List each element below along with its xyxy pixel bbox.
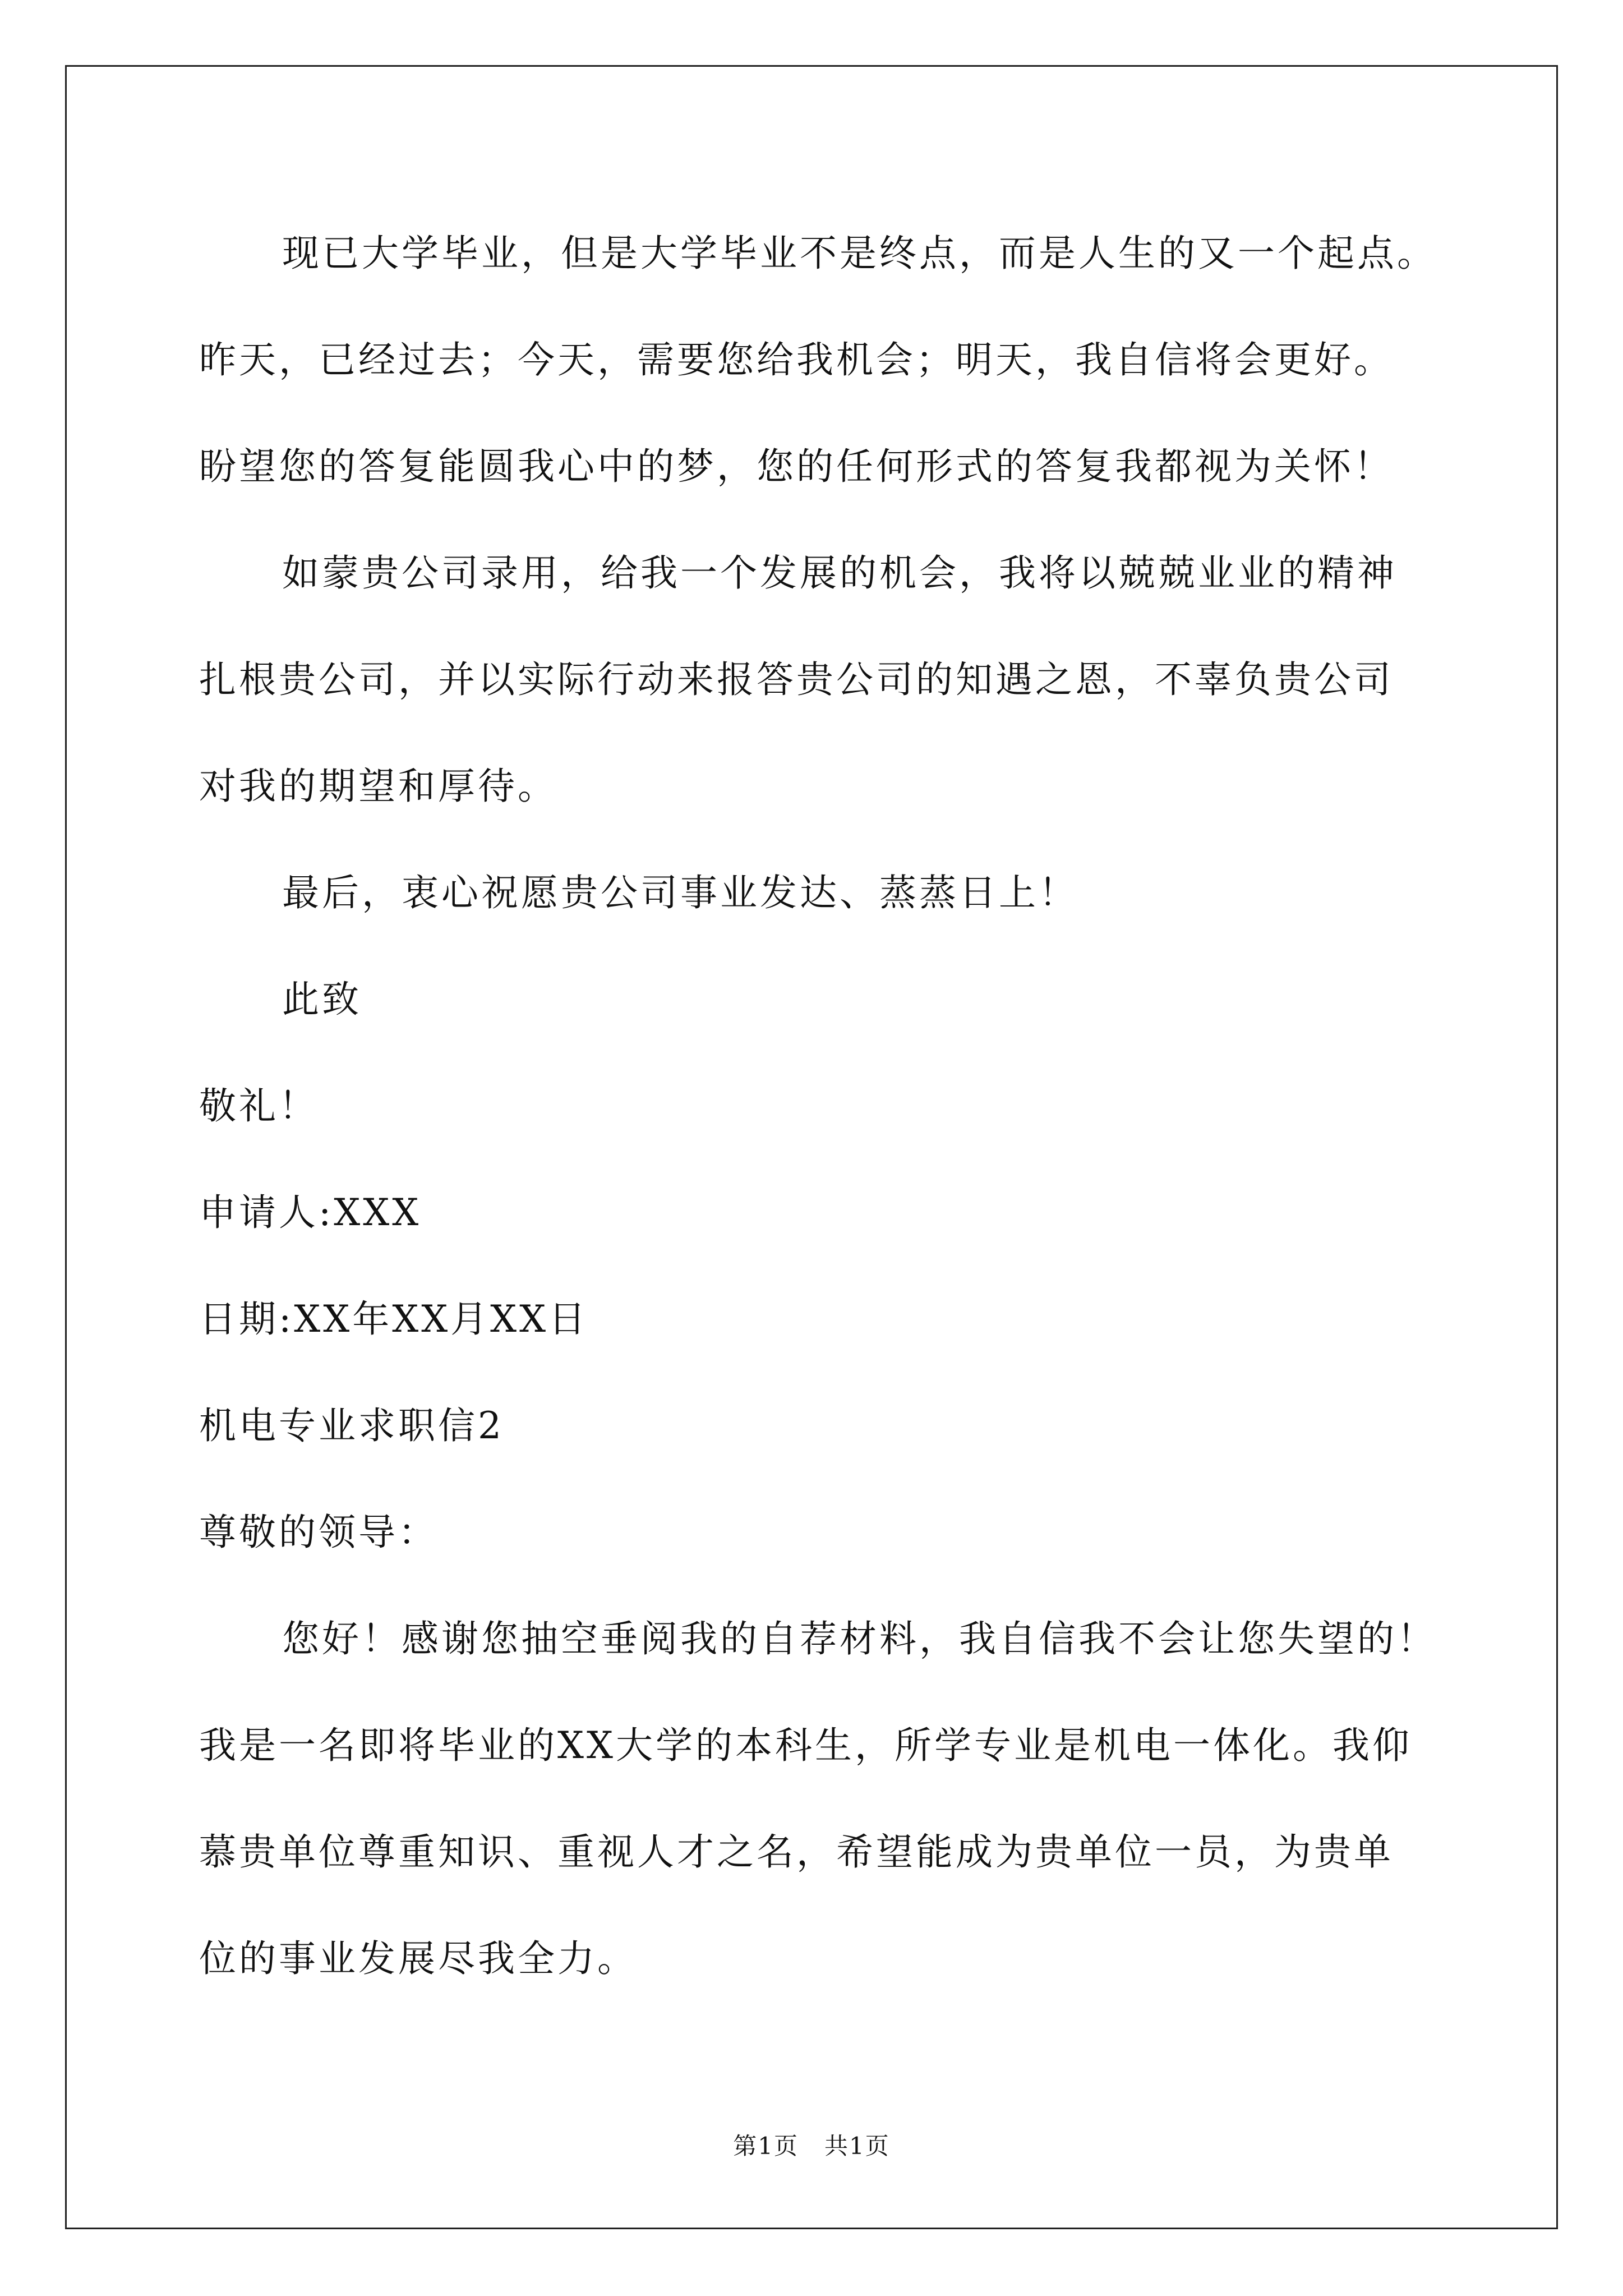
- paragraph-line: 昨天，已经过去；今天，需要您给我机会；明天，我自信将会更好。: [199, 338, 1394, 381]
- paragraph-line: 扎根贵公司，并以实际行动来报答贵公司的知遇之恩，不辜负贵公司: [199, 658, 1394, 701]
- letter-date: 日期:XX年XX月XX日: [199, 1297, 589, 1341]
- salutation-cizhi: 此致: [282, 978, 362, 1021]
- paragraph-line: 现已大学毕业，但是大学毕业不是终点，而是人生的又一个起点。: [282, 232, 1437, 275]
- closing-wish: 最后，衷心祝愿贵公司事业发达、蒸蒸日上！: [282, 871, 1078, 914]
- section-title: 机电专业求职信2: [199, 1404, 504, 1447]
- salutation-jingli: 敬礼！: [199, 1084, 319, 1128]
- paragraph-line: 慕贵单位尊重知识、重视人才之名，希望能成为贵单位一员，为贵单: [199, 1830, 1394, 1874]
- applicant-name: 申请人:XXX: [199, 1191, 422, 1234]
- page-number-footer: 第1页 共1页: [733, 2132, 890, 2160]
- document-body: [199, 219, 1467, 2031]
- paragraph-line: 您好！感谢您抽空垂阅我的自荐材料，我自信我不会让您失望的！: [282, 1617, 1437, 1660]
- paragraph-line: 如蒙贵公司录用，给我一个发展的机会，我将以兢兢业业的精神: [282, 551, 1397, 595]
- paragraph-line: 位的事业发展尽我全力。: [199, 1937, 637, 1980]
- paragraph-line: 对我的期望和厚待。: [199, 765, 557, 808]
- paragraph-line: 我是一名即将毕业的XX大学的本科生，所学专业是机电一体化。我仰: [199, 1724, 1412, 1767]
- paragraph-line: 盼望您的答复能圆我心中的梦，您的任何形式的答复我都视为关怀！: [199, 445, 1394, 488]
- greeting: 尊敬的领导：: [199, 1511, 438, 1554]
